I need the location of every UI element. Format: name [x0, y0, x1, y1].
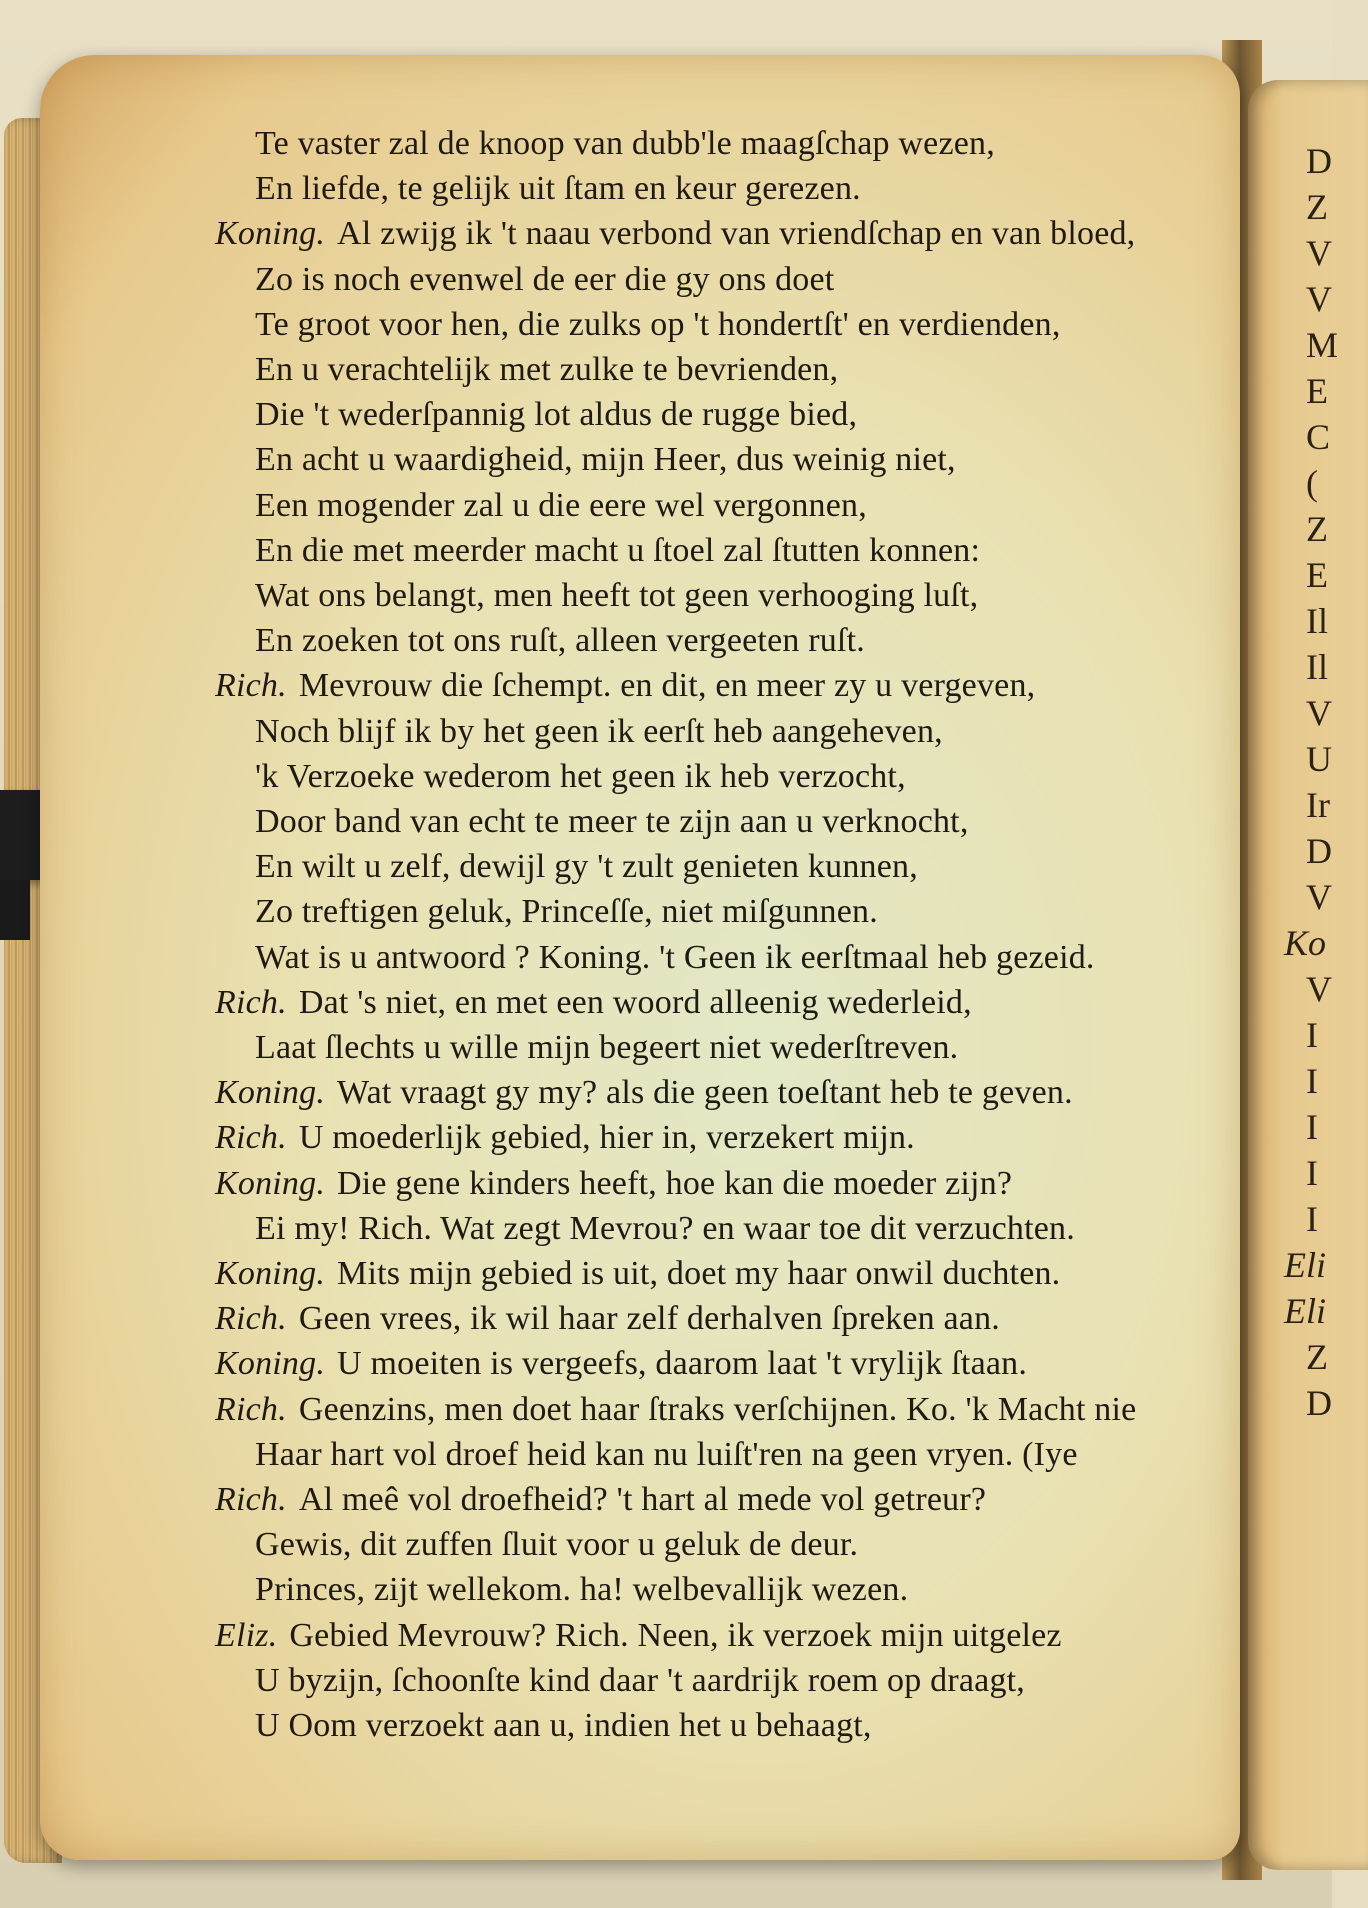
verse-text: Haar hart vol droef heid kan nu luiſt'ren na geen vryen. (Iye — [255, 1435, 1078, 1473]
verse-text: Mevrouw die ſchempt. en dit, en meer zy u vergeven, — [298, 667, 1036, 705]
bookmark-shadow — [0, 880, 30, 940]
facing-page-fragment: Z — [1306, 1337, 1328, 1377]
verse-line — [255, 170, 861, 208]
verse-line — [215, 667, 1035, 705]
verse-line — [255, 713, 943, 751]
verse-text: Wat ons belangt, men heeft tot geen verhooging luſt, — [255, 577, 979, 614]
verse-text: Die 't wederſpannig lot aldus de rugge bied, — [255, 396, 858, 434]
verse-text: Laat ſlechts u wille mijn begeert niet wederſtreven. — [255, 1029, 959, 1066]
verse-text: Te vaster zal de knoop van dubb'le maagſchap wezen, — [255, 125, 995, 162]
verse-line — [215, 1617, 1062, 1655]
verse-text: Een mogender zal u die eere wel vergonnen, — [255, 486, 867, 524]
verse-line — [215, 1255, 1060, 1293]
facing-page-fragment: D — [1306, 141, 1332, 181]
verse-line — [255, 1571, 908, 1609]
speaker-name: Rich. — [215, 667, 287, 705]
facing-page-fragment: D — [1306, 831, 1332, 871]
verse-text: En liefde, te gelijk uit ſtam en keur gerezen. — [255, 170, 861, 208]
verse-line — [255, 1662, 1025, 1700]
verse-text: Te groot voor hen, die zulks op 't hondertſt' en verdienden, — [255, 305, 1061, 343]
verse-text: Door band van echt te meer te zijn aan u verknocht, — [255, 803, 969, 840]
verse-text: Dat 's niet, en met een woord alleenig wederleid, — [298, 983, 972, 1021]
speaker-name: Koning. — [215, 1164, 326, 1202]
speaker-name: Rich. — [215, 1300, 287, 1338]
facing-page-fragment: M — [1306, 325, 1339, 365]
speaker-name: Rich. — [215, 1390, 287, 1428]
verse-line — [255, 306, 1061, 344]
facing-page-fragment: Il — [1306, 647, 1328, 687]
verse-line — [215, 984, 972, 1022]
facing-page-fragment: I — [1306, 1199, 1318, 1239]
verse-text: U Oom verzoekt aan u, indien het u behaagt, — [255, 1707, 872, 1744]
verse-line — [255, 532, 980, 570]
speaker-name: Rich. — [215, 1481, 287, 1518]
speaker-name: Eliz. — [215, 1616, 278, 1654]
facing-page-fragment: D — [1306, 1383, 1332, 1423]
facing-page-fragment: Z — [1306, 187, 1328, 227]
verse-text: Geen vrees, ik wil haar zelf derhalven ſpreken aan. — [298, 1300, 1001, 1338]
verse-text: U byzijn, ſchoonſte kind daar 't aardrijk roem op draagt, — [255, 1661, 1026, 1699]
verse-line — [255, 848, 918, 886]
verse-line — [215, 215, 1135, 253]
verse-text: En u verachtelijk met zulke te bevrienden, — [255, 351, 839, 388]
verse-text: 'k Verzoeke wederom het geen ik heb verzocht, — [255, 757, 906, 795]
verse-text: En wilt u zelf, dewijl gy 't zult genieten kunnen, — [255, 848, 918, 886]
verse-text: Gebied Mevrouw? Rich. Neen, ik verzoek mijn uitgelez — [289, 1616, 1062, 1654]
verse-line — [255, 1526, 858, 1564]
verse-text: Die gene kinders heeft, hoe kan die moeder zijn? — [337, 1164, 1013, 1202]
verse-line — [215, 1165, 1012, 1203]
verse-line — [215, 1481, 986, 1519]
facing-page-fragment: Ko — [1284, 923, 1327, 963]
verse-line — [255, 1210, 1075, 1248]
verse-text: Noch blijf ik by het geen ik eerſt heb aangeheven, — [255, 712, 943, 750]
facing-page-fragment: Il — [1306, 601, 1328, 641]
verse-text: Gewis, dit zuffen ſluit voor u geluk de deur. — [255, 1526, 859, 1564]
verse-line — [255, 441, 956, 479]
verse-line — [215, 1345, 1027, 1383]
verse-line — [215, 1119, 915, 1157]
facing-page-fragment: Ir — [1306, 785, 1330, 825]
verse-line — [255, 622, 865, 660]
verse-text: Al zwijg ik 't naau verbond van vriendſchap en van bloed, — [337, 215, 1136, 253]
speaker-name: Koning. — [215, 1074, 326, 1112]
facing-page-fragment: I — [1306, 1153, 1318, 1193]
verse-text: Princes, zijt wellekom. ha! welbevallijk wezen. — [255, 1571, 909, 1609]
verse-line — [255, 1029, 958, 1067]
facing-page-fragment: V — [1306, 693, 1332, 733]
verse-text: Wat vraagt gy my? als die geen toeſtant heb te geven. — [337, 1074, 1073, 1112]
facing-page-fragment: V — [1306, 233, 1332, 273]
verse-text: En zoeken tot ons ruſt, alleen vergeeten ruſt. — [255, 622, 865, 660]
verse-line — [255, 893, 878, 931]
verse-line — [255, 261, 834, 299]
facing-page-fragment: E — [1306, 555, 1328, 595]
facing-page-fragment: ( — [1306, 463, 1318, 503]
verse-line — [215, 1391, 1136, 1429]
facing-page-fragment: V — [1306, 969, 1332, 1009]
verse-text: Mits mijn gebied is uit, doet my haar onwil duchten. — [337, 1255, 1061, 1292]
verse-text: Zo treftigen geluk, Princeſſe, niet miſgunnen. — [255, 893, 878, 931]
facing-page-fragment: V — [1306, 877, 1332, 917]
verse-text: U moeiten is vergeefs, daarom laat 't vrylijk ſtaan. — [337, 1345, 1028, 1383]
facing-page-fragment: C — [1306, 417, 1331, 457]
verse-text: Geenzins, men doet haar ſtraks verſchijnen. Ko. 'k Macht nie — [298, 1390, 1137, 1428]
verse-text: Al meê vol droefheid? 't hart al mede vol getreur? — [298, 1481, 987, 1518]
verse-text: En acht u waardigheid, mijn Heer, dus weinig niet, — [255, 441, 956, 479]
verse-line — [255, 758, 906, 796]
verse-text: U moederlijk gebied, hier in, verzekert mijn. — [298, 1119, 915, 1157]
facing-page-fragment: I — [1306, 1107, 1318, 1147]
facing-page-fragment: Eli — [1284, 1291, 1326, 1331]
speaker-name: Rich. — [215, 1119, 287, 1157]
verse-line — [255, 1707, 872, 1745]
speaker-name: Koning. — [215, 1255, 326, 1292]
speaker-name: Rich. — [215, 983, 287, 1021]
facing-page-fragment: I — [1306, 1061, 1318, 1101]
facing-page-fragment: Eli — [1284, 1245, 1326, 1285]
verse-line — [215, 1074, 1073, 1112]
verse-line — [255, 487, 867, 525]
verse-text: Ei my! Rich. Wat zegt Mevrou? en waar toe dit verzuchten. — [255, 1209, 1075, 1247]
verse-line — [255, 803, 969, 841]
verse-line — [255, 125, 995, 163]
facing-page-fragment: I — [1306, 1015, 1318, 1055]
facing-page-fragment: U — [1306, 739, 1332, 779]
verse-text: En die met meerder macht u ſtoel zal ſtutten konnen: — [255, 531, 981, 569]
verse-line — [255, 1436, 1078, 1474]
verse-line — [255, 396, 857, 434]
facing-page-fragment: Z — [1306, 509, 1328, 549]
verse-text: Wat is u antwoord ? Koning. 't Geen ik eerſtmaal heb gezeid. — [255, 938, 1095, 976]
facing-page-fragment: V — [1306, 279, 1332, 319]
verse-text: Zo is noch evenwel de eer die gy ons doet — [255, 260, 835, 298]
verse-line — [255, 351, 838, 389]
facing-page-fragment: E — [1306, 371, 1328, 411]
speaker-name: Koning. — [215, 215, 326, 253]
facing-page — [1248, 80, 1368, 1870]
verse-line — [215, 1300, 1000, 1338]
speaker-name: Koning. — [215, 1345, 326, 1383]
verse-line — [255, 939, 1095, 977]
verse-line — [255, 577, 978, 615]
